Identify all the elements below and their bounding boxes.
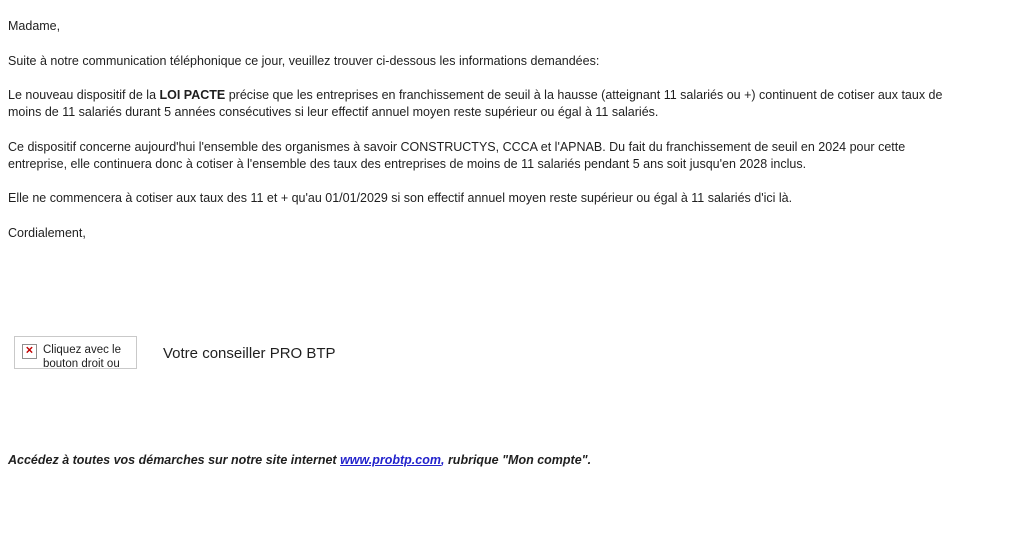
salutation-text: Madame,: [8, 19, 61, 33]
probtp-link[interactable]: www.probtp.com: [340, 453, 441, 467]
paragraph-loi-pacte-line1: [8, 87, 942, 104]
paragraph-organismes-line1: Ce dispositif concerne aujourd'hui l'ensemble des organismes à savoir CONSTRUCTYS, CCCA et l'APNAB. Du fait du franchissement de seuil en 2024 pour cette: [8, 140, 906, 154]
placeholder-line2: bouton droit ou: [43, 358, 120, 369]
signature-text: Votre conseiller PRO BTP: [163, 345, 336, 362]
footer-prefix: Accédez à toutes vos démarches sur notre site internet: [8, 453, 341, 467]
loi-pacte-suffix: précise que les entreprises en franchissement de seuil à la hausse (atteignant 11 salariés ou +) continuent de cotiser aux taux de: [225, 88, 943, 102]
footer-comma: ,: [440, 453, 445, 467]
broken-image-placeholder-text: [43, 343, 121, 369]
placeholder-line1: Cliquez avec le: [43, 344, 121, 356]
paragraph-loi-pacte: [8, 87, 942, 121]
closing-text: Cordialement,: [8, 226, 86, 240]
broken-image-placeholder[interactable]: [14, 336, 137, 369]
loi-pacte-prefix: Le nouveau dispositif de la: [8, 88, 160, 102]
paragraph-2029: Elle ne commencera à cotiser aux taux des 11 et + qu'au 01/01/2029 si son effectif annuel moyen reste supérieur ou égal à 11 salariés d'ici là.: [8, 191, 793, 205]
loi-pacte-bold: LOI PACTE: [159, 88, 226, 102]
footer-suffix: rubrique "Mon compte".: [444, 453, 592, 467]
footer-access-line: [8, 453, 591, 467]
intro-paragraph: Suite à notre communication téléphonique ce jour, veuillez trouver ci-dessous les informations demandées:: [8, 54, 600, 68]
paragraph-loi-pacte-line2: moins de 11 salariés durant 5 années consécutives si leur effectif annuel moyen reste supérieur ou égal à 11 salariés.: [8, 105, 659, 119]
red-x-icon: ✕: [22, 344, 37, 359]
paragraph-organismes-line2: entreprise, elle continuera donc à cotiser à l'ensemble des taux des entreprises de moins de 11 salariés pendant 5 ans soit jusqu'en 2028 inclus.: [8, 157, 807, 171]
paragraph-organismes: [8, 139, 905, 173]
